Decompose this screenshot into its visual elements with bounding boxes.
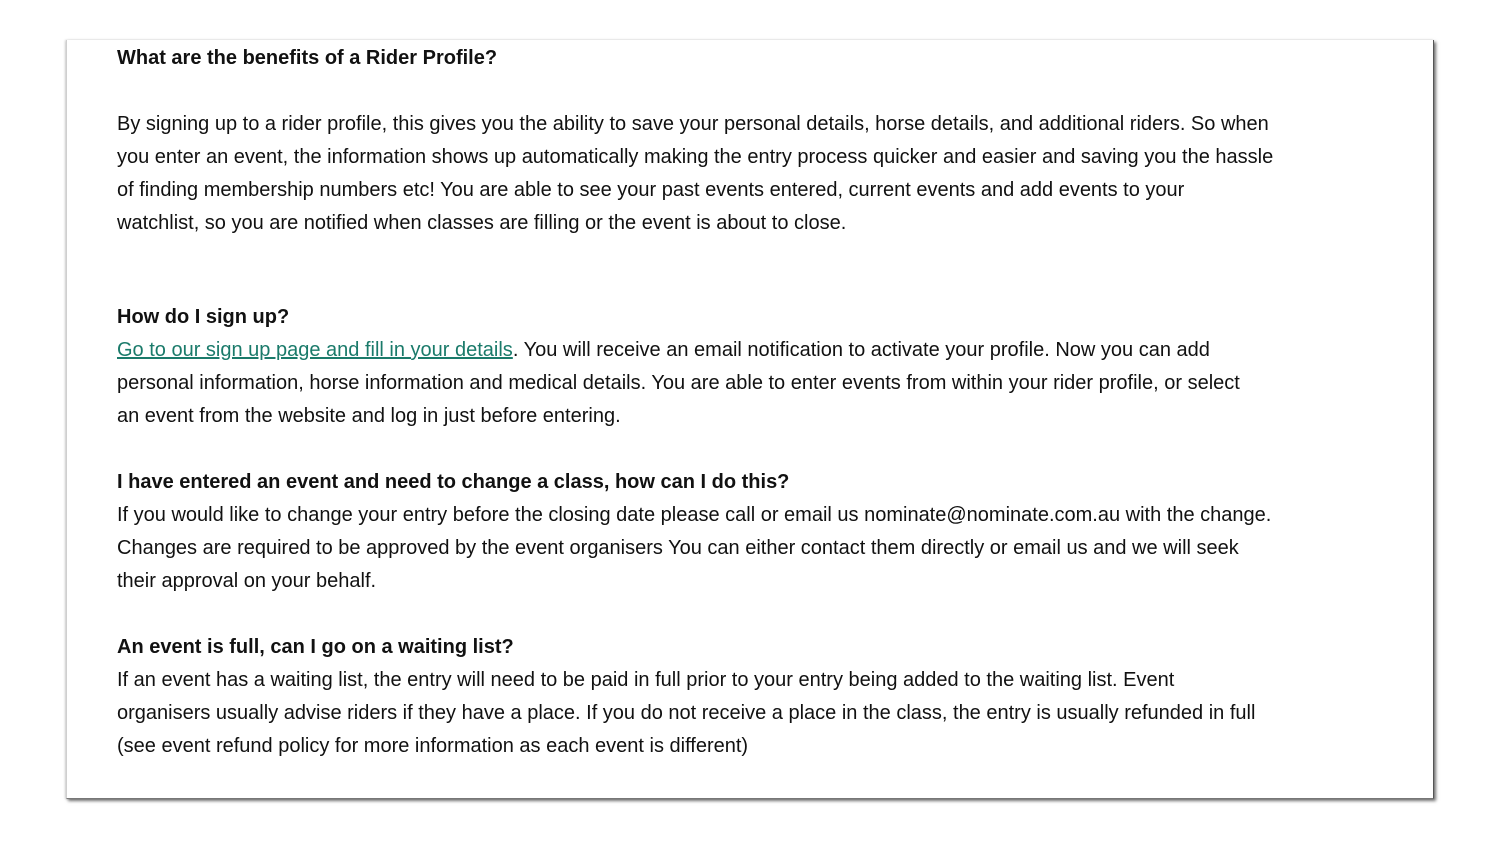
answer-line [117,334,1417,367]
faq-question-waiting-list: An event is full, can I go on a waiting list? [117,636,514,658]
faq-question-change-class: I have entered an event and need to change a class, how can I do this? [117,471,790,493]
spacer [117,433,1417,466]
answer-line: (see event refund policy for more information as each event is different) [117,735,749,757]
spacer [117,75,1417,108]
document-page [66,40,1434,799]
answer-line: By signing up to a rider profile, this gives you the ability to save your personal details, horse details, and additional riders. So when [117,113,1269,135]
faq-content [117,42,1417,763]
sign-up-page-link[interactable]: Go to our sign up page and fill in your details [117,339,513,361]
answer-line: of finding membership numbers etc! You are able to see your past events entered, current events and add events to your [117,179,1185,201]
answer-line: organisers usually advise riders if they have a place. If you do not receive a place in the class, the entry is usually refunded in full [117,702,1256,724]
spacer [117,598,1417,631]
answer-line: Changes are required to be approved by the event organisers You can either contact them directly or email us and we will seek [117,537,1239,559]
answer-line: personal information, horse information and medical details. You are able to enter events from within your rider profile, or select [117,372,1240,394]
answer-line: an event from the website and log in just before entering. [117,405,621,427]
faq-answer-change-class [117,499,1417,598]
answer-line: watchlist, so you are notified when classes are filling or the event is about to close. [117,212,847,234]
answer-line: If you would like to change your entry before the closing date please call or email us nominate@nominate.com.au with the change. [117,504,1272,526]
answer-line: their approval on your behalf. [117,570,377,592]
answer-text: . You will receive an email notification to activate your profile. Now you can add [512,339,1210,361]
faq-answer-rider-profile [117,108,1417,240]
answer-line: you enter an event, the information shows up automatically making the entry process quicker and easier and saving you the hassle [117,146,1274,168]
faq-question-sign-up: How do I sign up? [117,306,290,328]
faq-answer-sign-up [117,334,1417,433]
spacer [117,240,1417,301]
faq-question-rider-profile: What are the benefits of a Rider Profile? [117,47,498,69]
faq-answer-waiting-list [117,664,1417,763]
answer-line: If an event has a waiting list, the entry will need to be paid in full prior to your entry being added to the waiting list. Event [117,669,1175,691]
